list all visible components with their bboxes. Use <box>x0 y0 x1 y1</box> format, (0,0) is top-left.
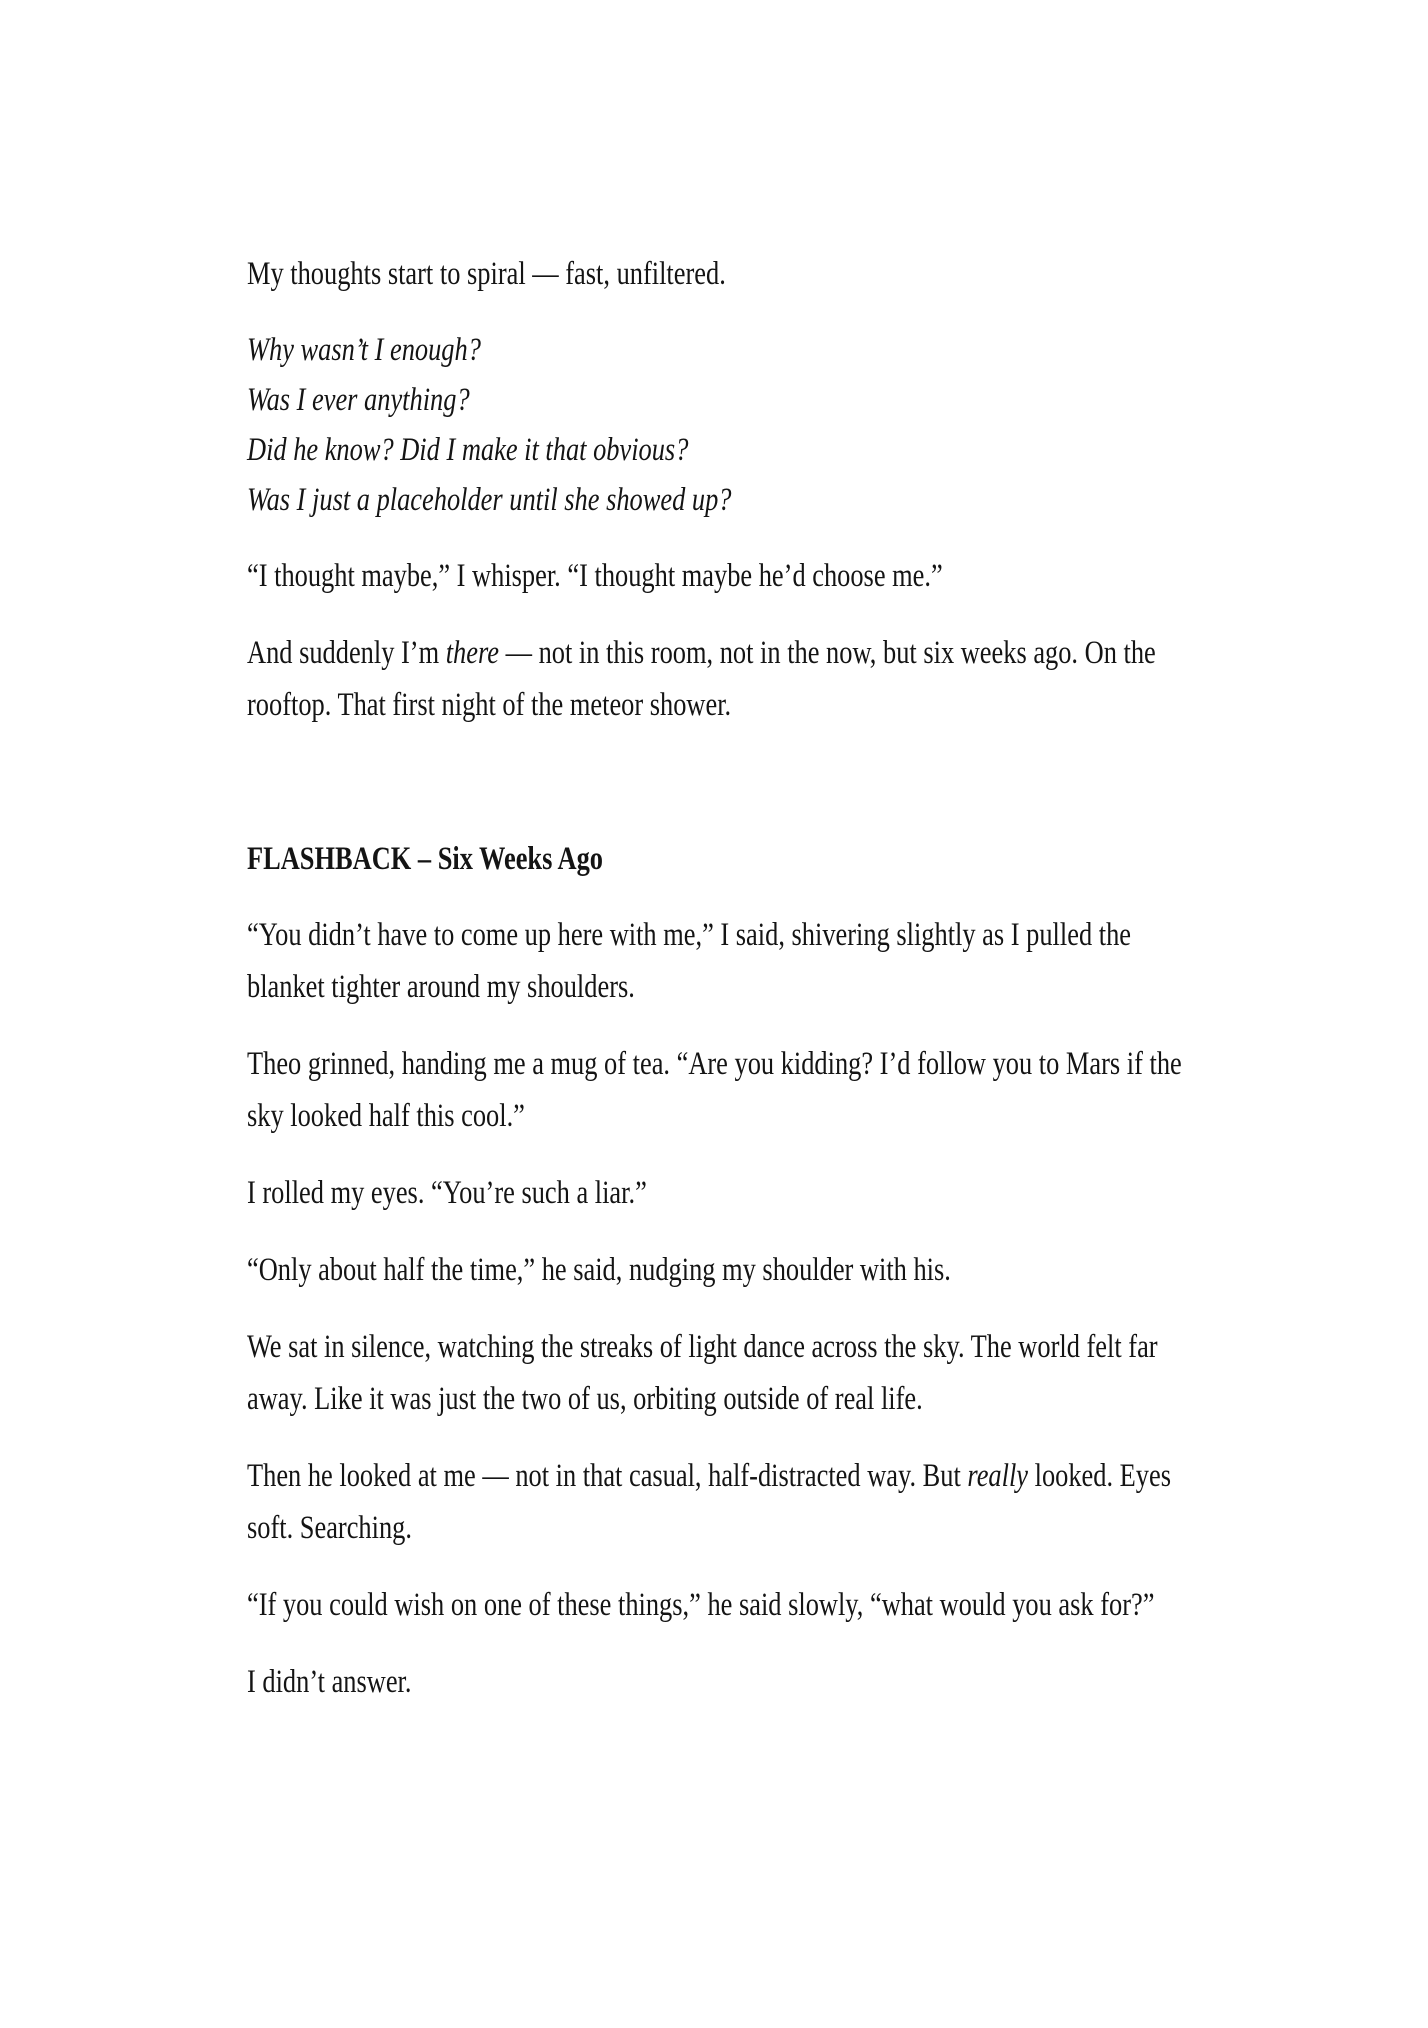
paragraph-silence: We sat in silence, watching the streaks of light dance across the sky. The world felt far away. Like it was just the two of us, orbiting outside of real life. <box>247 1329 1158 1417</box>
paragraph-looked <box>247 1450 1187 1554</box>
paragraph-half-the-time: “Only about half the time,” he said, nudging my shoulder with his. <box>247 1252 951 1288</box>
emphasis-really: really <box>967 1458 1029 1494</box>
paragraph-blanket: “You didn’t have to come up here with me,” I said, shivering slightly as I pulled the blanket tighter around my shoulders. <box>247 917 1132 1005</box>
thought-line: Why wasn’t I enough? <box>247 332 481 368</box>
paragraph-no-answer: I didn’t answer. <box>247 1664 412 1700</box>
paragraph-suddenly <box>247 627 1187 731</box>
inner-thoughts <box>247 325 999 525</box>
section-heading: FLASHBACK – Six Weeks Ago <box>247 841 603 877</box>
text-column <box>247 248 1182 1733</box>
text-run: — not in this room, not in the now, but six weeks ago. On the rooftop. That first night of the meteor shower. <box>247 635 1156 723</box>
thought-line: Was I just a placeholder until she showed up? <box>247 482 732 518</box>
paragraph-spiral: My thoughts start to spiral — fast, unfiltered. <box>247 256 726 292</box>
thought-line: Was I ever anything? <box>247 382 470 418</box>
text-run: looked. Eyes soft. Searching. <box>247 1458 1171 1546</box>
text-run: And suddenly I’m <box>247 635 446 671</box>
thought-line: Did he know? Did I make it that obvious? <box>247 432 689 468</box>
emphasis-there: there <box>445 635 499 671</box>
paragraph-rolled-eyes: I rolled my eyes. “You’re such a liar.” <box>247 1175 647 1211</box>
text-run: Then he looked at me — not in that casual, half-distracted way. But <box>247 1458 968 1494</box>
paragraph-whisper: “I thought maybe,” I whisper. “I thought maybe he’d choose me.” <box>247 558 943 594</box>
paragraph-theo-grinned: Theo grinned, handing me a mug of tea. “Are you kidding? I’d follow you to Mars if the sky looked half this cool.” <box>247 1046 1182 1134</box>
paragraph-wish: “If you could wish on one of these things,” he said slowly, “what would you ask for?” <box>247 1587 1155 1623</box>
